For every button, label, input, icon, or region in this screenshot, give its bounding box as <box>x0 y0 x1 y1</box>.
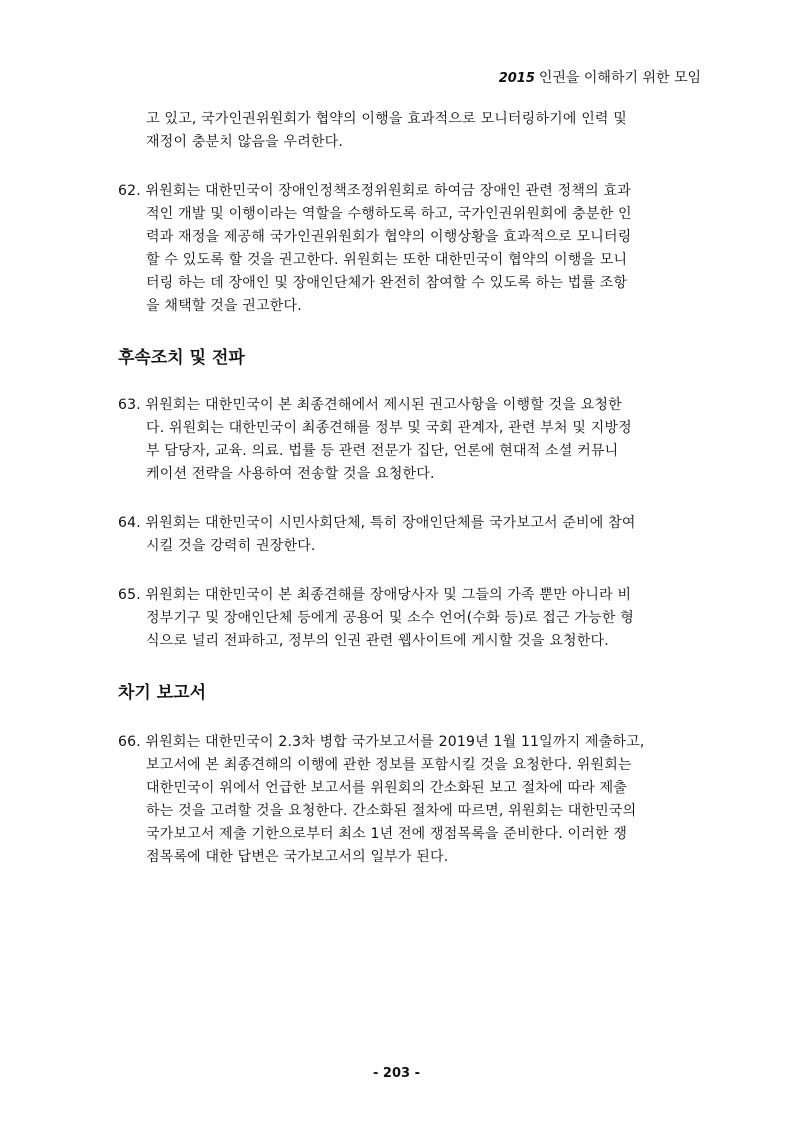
text-line: 정부기구 및 장애인단체 등에게 공용어 및 소수 언어(수화 등)로 접근 가능한 형 <box>146 610 634 626</box>
paragraph-64 <box>118 512 718 558</box>
text-line: 64. 위원회는 대한민국이 시민사회단체, 특히 장애인단체를 국가보고서 준비에 참여 <box>118 515 636 531</box>
text-line: 을 채택할 것을 권고한다. <box>146 298 302 314</box>
text-line: 터링 하는 데 장애인 및 장애인단체가 완전히 참여할 수 있도록 하는 법률 조항 <box>146 275 628 291</box>
paragraph-63 <box>118 394 718 486</box>
text-line: 국가보고서 제출 기한으로부터 최소 1년 전에 쟁점목록을 준비한다. 이러한 쟁 <box>146 826 628 842</box>
page-number: - 203 - <box>373 1066 420 1081</box>
paragraph-62 <box>118 180 718 318</box>
text-line: 63. 위원회는 대한민국이 본 최종견해에서 제시된 권고사항을 이행할 것을 요청한 <box>118 397 622 413</box>
text-line: 점목록에 대한 답변은 국가보고서의 일부가 된다. <box>146 849 449 865</box>
header-year: 2015 <box>498 71 535 86</box>
text-line: 케이션 전략을 사용하여 전송할 것을 요청한다. <box>146 466 435 482</box>
paragraph-66 <box>118 731 718 869</box>
text-line: 65. 위원회는 대한민국이 본 최종견해를 장애당사자 및 그들의 가족 뿐만 아니라 비 <box>118 587 632 603</box>
section-heading-next-report: 차기 보고서 <box>118 683 207 703</box>
text-line: 부 담당자, 교육. 의료. 법률 등 관련 전문가 집단, 언론에 현대적 소셜 커뮤니 <box>146 443 619 459</box>
text-line: 시킬 것을 강력히 권장한다. <box>146 538 316 554</box>
text-line: 고 있고, 국가인권위원회가 협약의 이행을 효과적으로 모니터링하기에 인력 및 <box>146 111 628 127</box>
page-body <box>118 108 718 869</box>
text-line: 력과 재정을 제공해 국가인권위원회가 협약의 이행상황을 효과적으로 모니터링 <box>146 229 632 245</box>
text-line: 할 수 있도록 할 것을 권고한다. 위원회는 또한 대한민국이 협약의 이행을 모니 <box>146 252 628 268</box>
text-line: 식으로 널리 전파하고, 정부의 인권 관련 웹사이트에 게시할 것을 요청한다. <box>146 633 609 649</box>
text-line: 재정이 충분치 않음을 우려한다. <box>146 134 344 150</box>
text-line: 하는 것을 고려할 것을 요청한다. 간소화된 절차에 따르면, 위원회는 대한민국의 <box>146 803 637 819</box>
text-line: 66. 위원회는 대한민국이 2.3차 병합 국가보고서를 2019년 1월 11일까지 제출하고, <box>118 734 645 750</box>
text-line: 적인 개발 및 이행이라는 역할을 수행하도록 하고, 국가인권위원회에 충분한 인 <box>146 206 632 222</box>
running-header <box>499 67 701 87</box>
text-line: 대한민국이 위에서 언급한 보고서를 위원회의 간소화된 보고 절차에 따라 제출 <box>146 780 628 796</box>
header-title: 인권을 이해하기 위한 모임 <box>538 70 701 86</box>
text-line: 다. 위원회는 대한민국이 최종견해를 정부 및 국회 관계자, 관련 부처 및 지방정 <box>146 420 632 436</box>
text-line: 보고서에 본 최종견해의 이행에 관한 정보를 포함시킬 것을 요청한다. 위원회는 <box>146 757 632 773</box>
section-heading-follow-up: 후속조치 및 전파 <box>118 348 245 368</box>
text-line: 62. 위원회는 대한민국이 장애인정책조정위원회로 하여금 장애인 관련 정책의 효과 <box>118 183 631 199</box>
continued-paragraph <box>118 108 718 154</box>
paragraph-65 <box>118 584 718 653</box>
